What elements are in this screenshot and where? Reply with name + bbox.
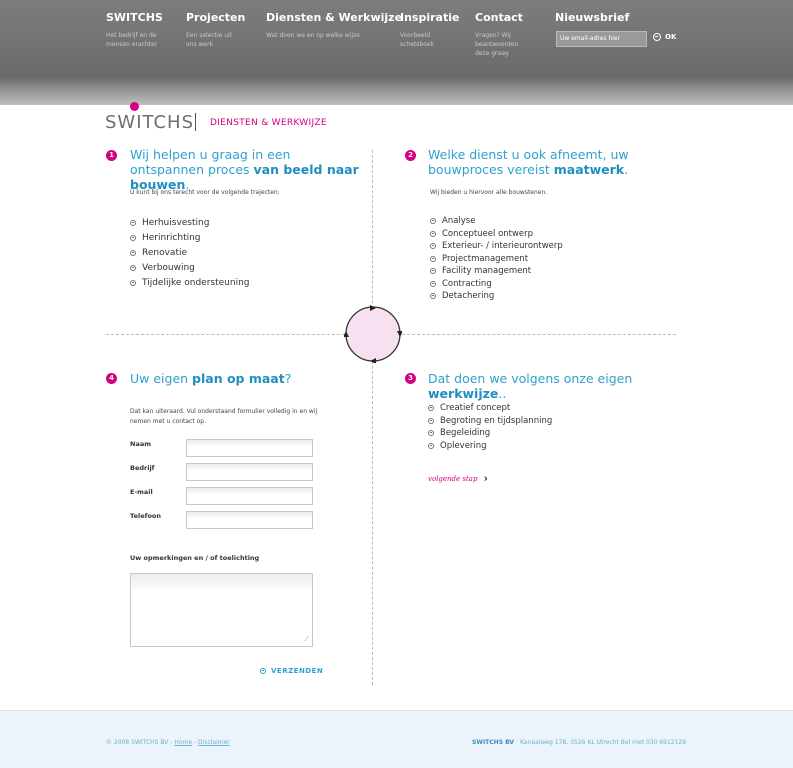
nav-item-contact[interactable] bbox=[475, 11, 523, 58]
step-number-4: 4 bbox=[106, 373, 117, 384]
newsletter-ok-button[interactable] bbox=[653, 33, 676, 41]
phone-field[interactable] bbox=[186, 511, 313, 529]
arrow-circle-icon bbox=[260, 668, 266, 674]
list-item-label: Verbouwing bbox=[142, 262, 195, 273]
q2-title bbox=[428, 147, 648, 177]
q3-title-end: .. bbox=[498, 386, 507, 401]
nav-subtitle: Het bedrijf en de mensen erachter bbox=[106, 32, 158, 48]
bullet-icon bbox=[430, 256, 436, 262]
process-cycle-icon bbox=[344, 305, 402, 363]
list-item-label: Renovatie bbox=[142, 247, 188, 258]
nav-title: SWITCHS bbox=[106, 11, 163, 24]
step-number-3: 3 bbox=[405, 373, 416, 384]
copyright-text: © 2008 SWITCHS BV - bbox=[106, 739, 175, 746]
q3-title bbox=[428, 371, 678, 401]
q3-list bbox=[428, 402, 552, 452]
bullet-icon bbox=[430, 231, 436, 237]
chevron-right-icon: › bbox=[483, 472, 488, 485]
top-navigation-bar bbox=[0, 0, 793, 105]
footer-home-link[interactable]: Home bbox=[174, 739, 193, 746]
list-item-label: Begeleiding bbox=[440, 428, 491, 439]
list-item-label: Projectmanagement bbox=[442, 253, 529, 264]
list-item bbox=[130, 245, 250, 260]
next-step-label: volgende stap bbox=[428, 474, 478, 483]
newsletter-ok-label: OK bbox=[665, 33, 677, 41]
company-name: SWITCHS BV bbox=[472, 739, 515, 746]
nav-subtitle: Een selectie uit ons werk bbox=[186, 32, 233, 48]
remarks-textarea[interactable] bbox=[130, 573, 313, 647]
remarks-label: Uw opmerkingen en / of toelichting bbox=[130, 554, 260, 562]
q1-title-text: Wij helpen u graag in een ontspannen proces bbox=[130, 147, 291, 177]
list-item-label: Begroting en tijdsplanning bbox=[440, 415, 553, 426]
bullet-icon bbox=[428, 430, 434, 436]
list-item bbox=[130, 230, 250, 245]
submit-button[interactable] bbox=[260, 667, 323, 675]
list-item bbox=[430, 240, 563, 253]
q3-title-bold: werkwijze bbox=[428, 386, 499, 401]
vertical-divider bbox=[372, 150, 373, 685]
list-item bbox=[130, 275, 250, 290]
q4-title-bold: plan op maat bbox=[192, 371, 285, 386]
email-label: E-mail bbox=[130, 488, 153, 496]
section-label: DIENSTEN & WERKWIJZE bbox=[210, 118, 327, 128]
newsletter-title: Nieuwsbrief bbox=[555, 11, 630, 24]
bullet-icon bbox=[428, 405, 434, 411]
q1-intro: U kunt bij ons terecht voor de volgende trajecten: bbox=[130, 189, 280, 196]
address-text: Kanaalweg 17B, 3526 KL Utrecht Bel met 030 6912129 bbox=[520, 739, 687, 746]
nav-item-switchs[interactable] bbox=[106, 11, 163, 49]
company-field[interactable] bbox=[186, 463, 313, 481]
bullet-icon bbox=[430, 218, 436, 224]
bullet-icon bbox=[130, 235, 136, 241]
list-item-label: Facility management bbox=[442, 266, 532, 277]
footer-separator: - bbox=[192, 739, 199, 746]
arrow-circle-icon bbox=[653, 33, 661, 41]
list-item bbox=[130, 260, 250, 275]
logo-divider bbox=[195, 113, 196, 131]
email-field[interactable] bbox=[186, 487, 313, 505]
bullet-icon bbox=[430, 293, 436, 299]
newsletter-email-input[interactable]: Uw email-adres hier bbox=[556, 31, 647, 47]
list-item-label: Herhuisvesting bbox=[142, 217, 210, 228]
company-label: Bedrijf bbox=[130, 464, 155, 472]
nav-item-projecten[interactable] bbox=[186, 11, 245, 49]
copyright bbox=[106, 739, 230, 746]
q2-list bbox=[430, 215, 563, 303]
nav-title: Inspiratie bbox=[400, 11, 460, 24]
bullet-icon bbox=[428, 418, 434, 424]
list-item bbox=[428, 402, 552, 415]
q2-title-text: Welke dienst u ook afneemt, uw bouwproces vereist bbox=[428, 147, 629, 177]
nav-item-diensten-werkwijze[interactable] bbox=[266, 11, 402, 40]
bullet-icon bbox=[130, 250, 136, 256]
list-item-label: Conceptueel ontwerp bbox=[442, 228, 534, 239]
bullet-icon bbox=[130, 280, 136, 286]
list-item-label: Contracting bbox=[442, 278, 492, 289]
list-item-label: Creatief concept bbox=[440, 403, 511, 414]
list-item bbox=[430, 228, 563, 241]
submit-label: VERZENDEN bbox=[271, 667, 324, 675]
list-item-label: Herinrichting bbox=[142, 232, 201, 243]
list-item bbox=[430, 265, 563, 278]
q1-title-bold: van beeld naar bouwen bbox=[130, 162, 359, 192]
step-number-1: 1 bbox=[106, 150, 117, 161]
company-address bbox=[472, 739, 686, 746]
list-item bbox=[428, 440, 552, 453]
list-item-label: Tijdelijke ondersteuning bbox=[142, 277, 250, 288]
q4-title-text: Uw eigen bbox=[130, 371, 193, 386]
resize-handle-icon[interactable]: ⟋ bbox=[304, 635, 309, 643]
q1-list bbox=[130, 215, 250, 290]
nav-subtitle: Vragen? Wij beantwoorden deze graag bbox=[475, 32, 519, 57]
list-item-label: Detachering bbox=[442, 291, 495, 302]
nav-subtitle: Voorbeeld schetsboek bbox=[400, 32, 435, 48]
q4-intro: Dat kan uiteraard. Vul onderstaand formulier volledig in en wij nemen met u contact op. bbox=[130, 408, 318, 425]
bullet-icon bbox=[430, 268, 436, 274]
q2-title-bold: maatwerk bbox=[553, 162, 625, 177]
nav-title: Diensten & Werkwijze bbox=[266, 11, 403, 24]
bullet-icon bbox=[130, 265, 136, 271]
list-item-label: Exterieur- / interieurontwerp bbox=[442, 241, 563, 252]
list-item bbox=[428, 427, 552, 440]
nav-item-inspiratie[interactable] bbox=[400, 11, 459, 49]
list-item bbox=[430, 278, 563, 291]
list-item bbox=[430, 253, 563, 266]
list-item-label: Oplevering bbox=[440, 440, 487, 451]
footer bbox=[0, 710, 793, 768]
bullet-icon bbox=[430, 243, 436, 249]
bullet-icon bbox=[130, 220, 136, 226]
nav-subtitle: Wat doen we en op welke wijze bbox=[266, 32, 360, 39]
q2-intro: Wij bieden u hiervoor alle bouwstenen. bbox=[430, 189, 548, 196]
logo-dot bbox=[130, 102, 139, 111]
list-item bbox=[130, 215, 250, 230]
name-label: Naam bbox=[130, 440, 151, 448]
q2-title-end: . bbox=[624, 162, 629, 177]
list-item bbox=[430, 290, 563, 303]
q3-title-text: Dat doen we volgens onze eigen bbox=[428, 371, 633, 386]
footer-disclaimer-link[interactable]: Disclaimer bbox=[198, 739, 230, 746]
step-number-2: 2 bbox=[405, 150, 416, 161]
q1-title-end: . bbox=[185, 177, 190, 192]
next-step-link[interactable] bbox=[428, 472, 488, 485]
q1-title bbox=[130, 147, 360, 192]
name-field[interactable] bbox=[186, 439, 313, 457]
q4-title bbox=[130, 371, 360, 386]
logo-text: SWITCHS bbox=[105, 112, 195, 133]
bullet-icon bbox=[430, 281, 436, 287]
q4-title-end: ? bbox=[284, 371, 292, 386]
nav-title: Contact bbox=[475, 11, 523, 24]
list-item bbox=[430, 215, 563, 228]
phone-label: Telefoon bbox=[130, 512, 162, 520]
list-item bbox=[428, 415, 552, 428]
bullet-icon bbox=[428, 443, 434, 449]
nav-title: Projecten bbox=[186, 11, 246, 24]
list-item-label: Analyse bbox=[442, 216, 476, 227]
